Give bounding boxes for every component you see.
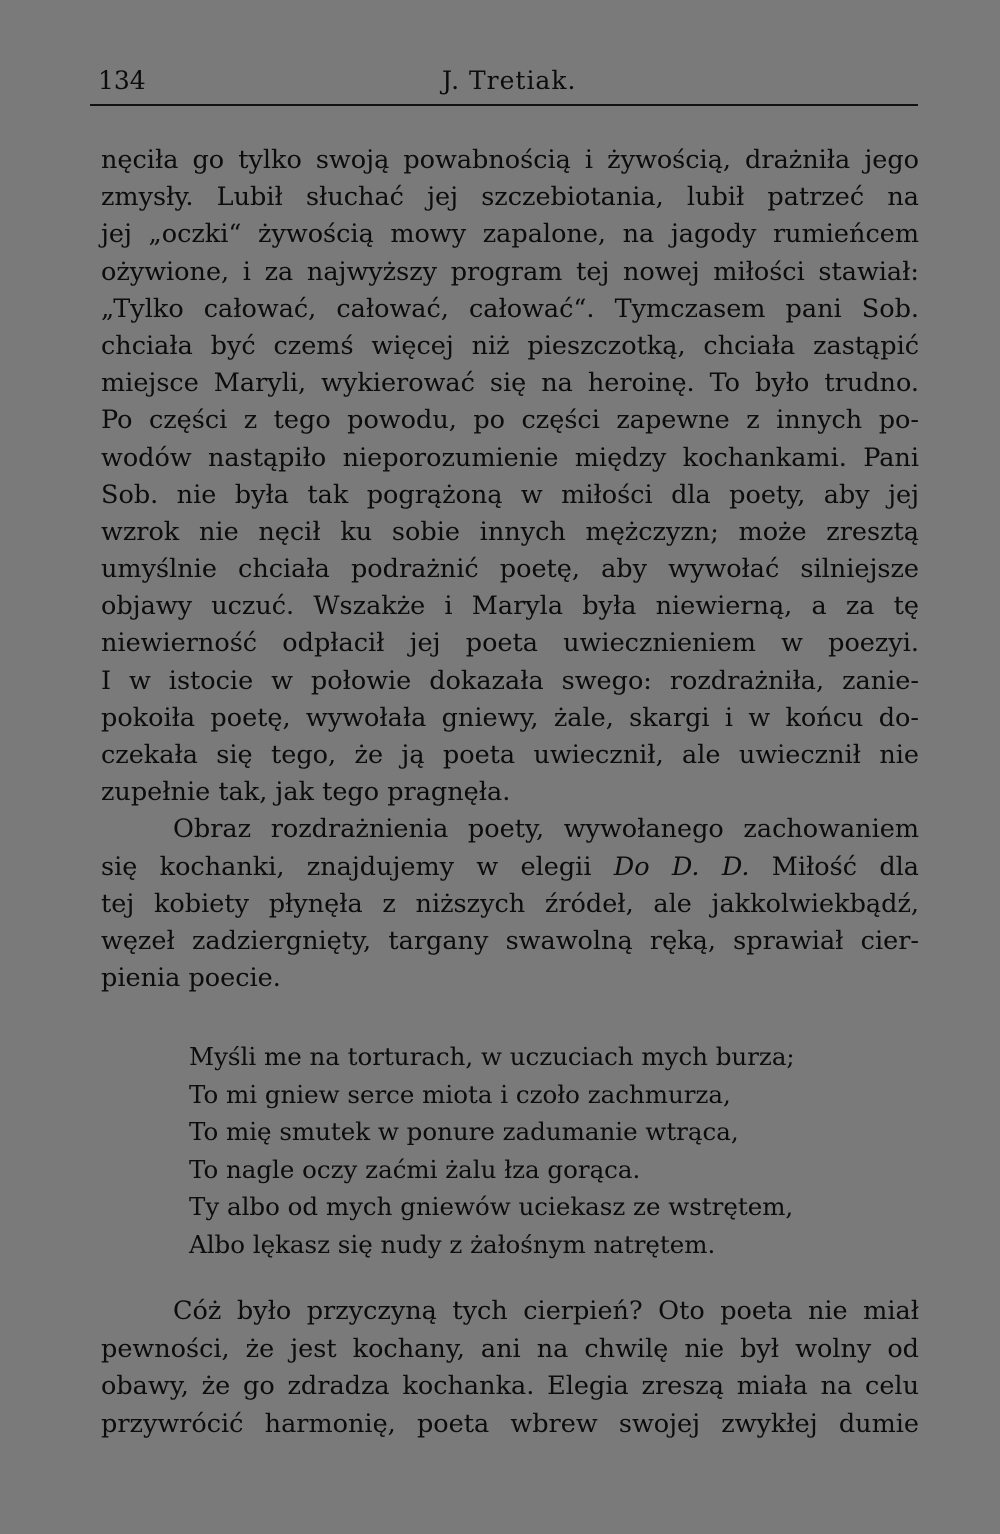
text-line: wodów nastąpiło nieporozumienie między kochankami. Pani <box>101 442 919 473</box>
text-line: jej „oczki“ żywością mowy zapalone, na jagody rumieńcem <box>101 219 919 250</box>
text-segment: się kochanki, znajdujemy w elegii <box>101 851 614 882</box>
verse-line: Ty albo od mych gniewów uciekasz ze wstrętem, <box>189 1192 794 1221</box>
body-text <box>101 142 919 997</box>
verse-line: Myśli me na torturach, w uczuciach mych burza; <box>189 1042 795 1071</box>
text-line: I w istocie w połowie dokazała swego: rozdrażniła, zanie- <box>101 665 919 696</box>
text-line: objawy uczuć. Wszakże i Maryla była niewierną, a za tę <box>101 591 919 622</box>
verse-line: To mi gniew serce miota i czoło zachmurza, <box>189 1079 731 1109</box>
text-line: chciała być czemś więcej niż pieszczotką, chciała zastąpić <box>101 330 919 361</box>
text-line: wzrok nie nęcił ku sobie innych mężczyzn; może zresztą <box>101 516 919 547</box>
text-line: przywrócić harmonię, poeta wbrew swojej zwykłej dumie <box>101 1408 919 1439</box>
text-line: miejsce Maryli, wykierować się na heroinę. To było trudno. <box>101 368 919 399</box>
text-line: czekała się tego, że ją poeta uwiecznił, ale uwiecznił nie <box>101 740 919 770</box>
text-line: węzeł zadziergnięty, targany swawolną ręką, sprawiał cier- <box>101 925 919 956</box>
text-line: niewierność odpłacił jej poeta uwiecznieniem w poezyi. <box>101 628 919 659</box>
text-line: zmysły. Lubił słuchać jej szczebiotania, lubił patrzeć na <box>101 182 919 213</box>
text-line: ożywione, i za najwyższy program tej nowej miłości stawiał: <box>101 256 919 287</box>
running-head: J. Tretiak. <box>442 66 577 95</box>
text-line <box>101 849 919 886</box>
text-line: obawy, że go zdradza kochanka. Elegia zreszą miała na celu <box>101 1371 919 1402</box>
paragraph-1 <box>101 142 919 811</box>
text-line: nęciła go tylko swoją powabnością i żywością, drażniła jego <box>101 145 919 175</box>
text-line: zupełnie tak, jak tego pragnęła. <box>101 777 511 808</box>
header-rule <box>90 104 918 106</box>
text-line: Obraz rozdrażnienia poety, wywołanego zachowaniem <box>173 814 919 845</box>
text-line: Cóż było przyczyną tych cierpień? Oto poeta nie miał <box>173 1296 919 1326</box>
text-segment: Miłość dla <box>749 851 920 882</box>
text-line: Po części z tego powodu, po części zapewne z innych po- <box>101 405 919 436</box>
text-line: umyślnie chciała podrażnić poetę, aby wywołać silniejsze <box>101 554 919 585</box>
page-number: 134 <box>98 66 146 95</box>
paragraph-3 <box>101 1293 919 1443</box>
text-line: Sob. nie była tak pogrążoną w miłości dla poety, aby jej <box>101 479 919 510</box>
text-line: pokoiła poetę, wywołała gniewy, żale, skargi i w końcu do- <box>101 702 919 733</box>
page-header <box>90 66 918 106</box>
elegy-title: Do D. D. <box>613 851 750 882</box>
text-line: tej kobiety płynęła z niższych źródeł, ale jakkolwiekbądź, <box>101 888 919 919</box>
text-line: pewności, że jest kochany, ani na chwilę nie był wolny od <box>101 1333 919 1364</box>
verse-line: To mię smutek w ponure zadumanie wtrąca, <box>189 1117 739 1146</box>
text-line: „Tylko całować, całować, całować“. Tymczasem pani Sob. <box>101 293 919 324</box>
verse-line: To nagle oczy zaćmi żalu łza gorąca. <box>189 1154 641 1184</box>
paragraph-2 <box>101 811 919 997</box>
verse-quote <box>189 1038 849 1263</box>
text-line: pienia poecie. <box>101 963 281 994</box>
verse-line: Albo lękasz się nudy z żałośnym natrętem. <box>189 1229 716 1259</box>
